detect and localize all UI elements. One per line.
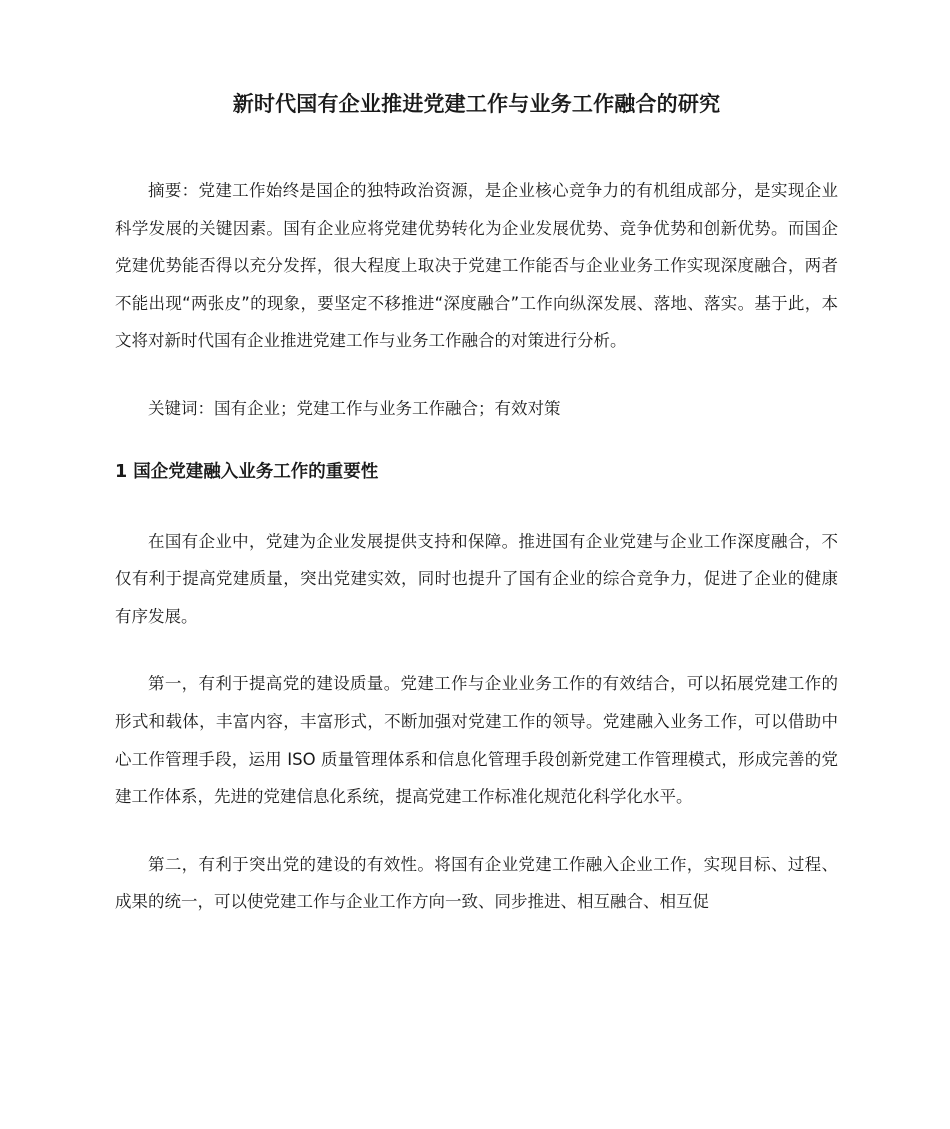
section-1-paragraph-2: 第一，有利于提高党的建设质量。党建工作与企业业务工作的有效结合，可以拓展党建工作的形式和载体，丰富内容，丰富形式，不断加强对党建工作的领导。党建融入业务工作，可以借助中心工作管理手段，运用 ISO 质量管理体系和信息化管理手段创新党建工作管理模式，形成完善的党建工作体系，先进的党建信息化系统，提高党建工作标准化规范化科学化水平。 — [115, 674, 838, 807]
keywords-paragraph: 关键词：国有企业；党建工作与业务工作融合；有效对策 — [148, 398, 561, 418]
section-1-heading: 1 国企党建融入业务工作的重要性 — [115, 461, 379, 482]
section-1-paragraph-1: 在国有企业中，党建为企业发展提供支持和保障。推进国有企业党建与企业工作深度融合，不仅有利于提高党建质量，突出党建实效，同时也提升了国有企业的综合竞争力，促进了企业的健康有序发展。 — [115, 531, 838, 626]
section-1-paragraph-3: 第二，有利于突出党的建设的有效性。将国有企业党建工作融入企业工作，实现目标、过程、成果的统一，可以使党建工作与企业工作方向一致、同步推进、相互融合、相互促 — [115, 854, 838, 912]
document-title: 新时代国有企业推进党建工作与业务工作融合的研究 — [232, 92, 721, 116]
abstract-paragraph: 摘要：党建工作始终是国企的独特政治资源，是企业核心竞争力的有机组成部分，是实现企业科学发展的关键因素。国有企业应将党建优势转化为企业发展优势、竞争优势和创新优势。而国企党建优势能否得以充分发挥，很大程度上取决于党建工作能否与企业业务工作实现深度融合，两者不能出现“两张皮”的现象，要坚定不移推进“深度融合”工作向纵深发展、落地、落实。基于此，本文将对新时代国有企业推进党建工作与业务工作融合的对策进行分析。 — [115, 181, 838, 351]
